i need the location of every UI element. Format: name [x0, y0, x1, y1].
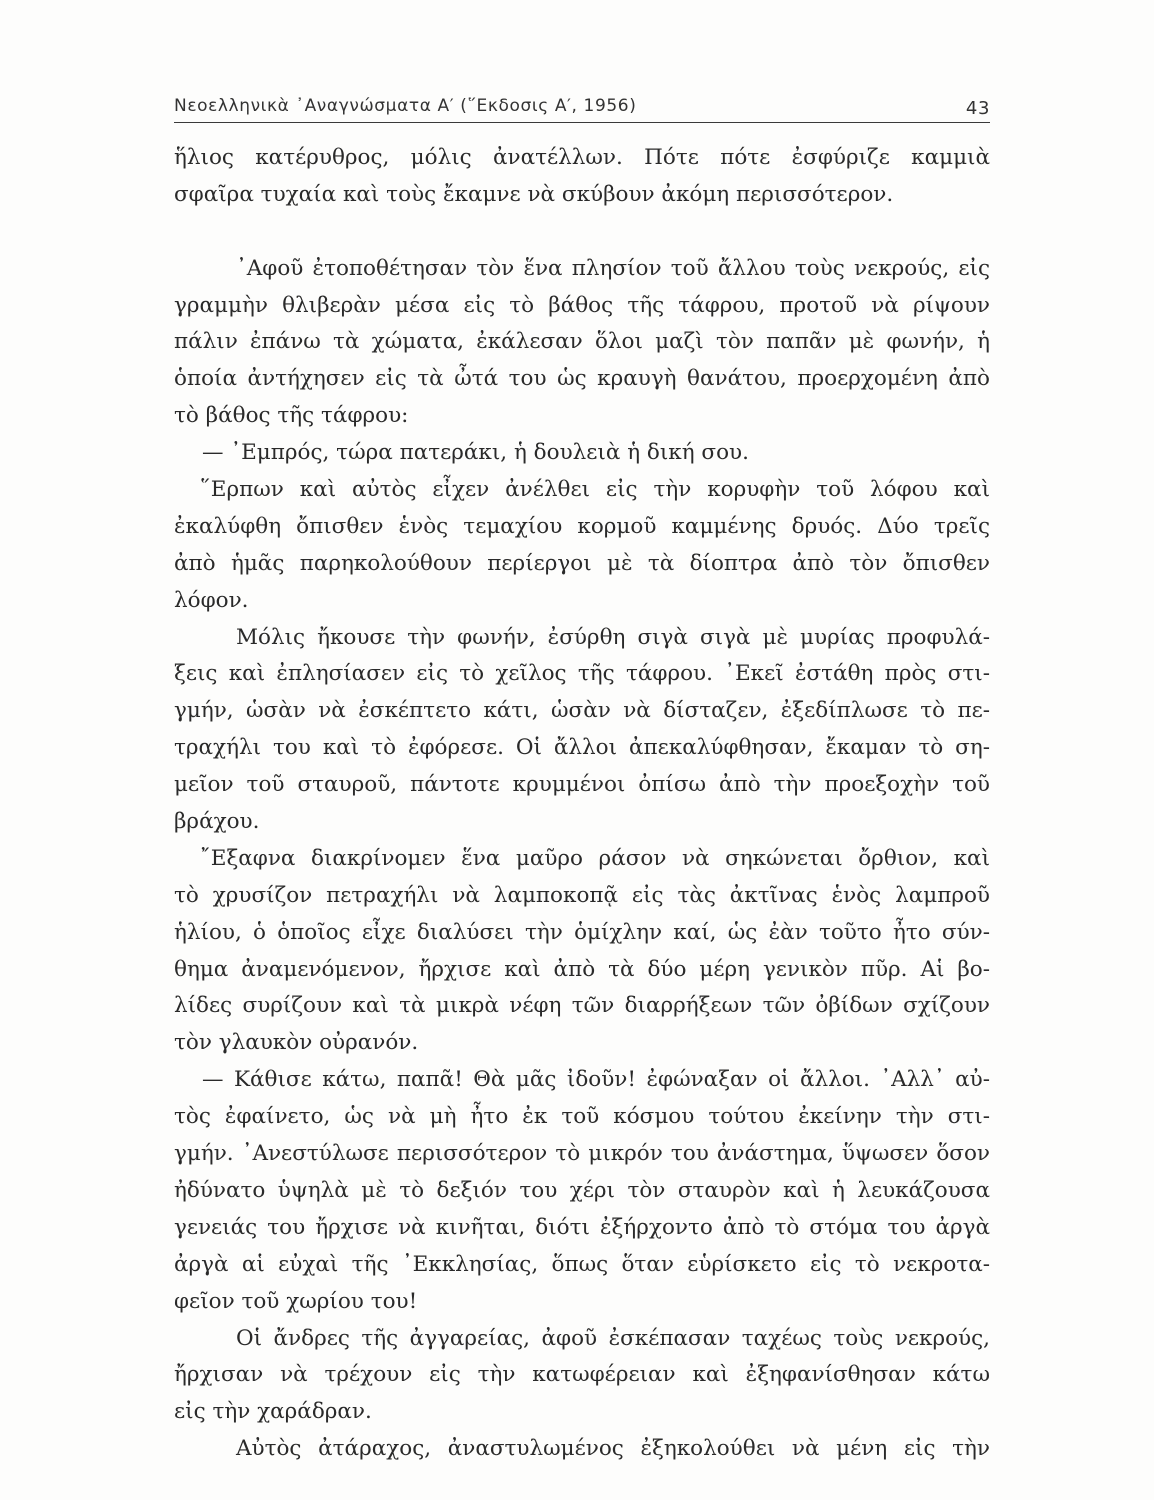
text-line: μεῖον τοῦ σταυροῦ, πάντοτε κρυμμένοι ὀπίσω ἀπὸ τὴν προεξοχὴν τοῦ	[174, 772, 990, 798]
text-line: — Κάθισε κάτω, παπᾶ! Θὰ μᾶς ἰδοῦν! ἐφώναξαν οἱ ἄλλοι. ᾿Αλλ᾿ αὐ-	[202, 1067, 990, 1093]
text-line: γμήν. ᾿Ανεστύλωσε περισσότερον τὸ μικρόν του ἀνάστημα, ὕψωσεν ὅσον	[174, 1141, 990, 1167]
text-line: γραμμὴν θλιβερὰν μέσα εἰς τὸ βάθος τῆς τάφρου, προτοῦ νὰ ρίψουν	[174, 292, 990, 318]
text-line: λίδες συρίζουν καὶ τὰ μικρὰ νέφη τῶν διαρρήξεων τῶν ὀβίδων σχίζουν	[174, 993, 990, 1019]
text-line: πάλιν ἐπάνω τὰ χώματα, ἐκάλεσαν ὅλοι μαζὶ τὸν παπᾶν μὲ φωνήν, ἡ	[174, 329, 990, 355]
text-line: τὸ χρυσίζον πετραχήλι νὰ λαμποκοπᾷ εἰς τὰς ἀκτῖνας ἑνὸς λαμπροῦ	[174, 882, 990, 908]
text-line: ξεις καὶ ἐπλησίασεν εἰς τὸ χεῖλος τῆς τάφρου. ᾿Εκεῖ ἐστάθη πρὸς στι-	[174, 661, 990, 687]
text-line: τὸ βάθος τῆς τάφρου:	[174, 403, 409, 429]
text-line: λόφον.	[174, 587, 249, 613]
text-line: γενειάς του ἤρχισε νὰ κινῆται, διότι ἐξήρχοντο ἀπὸ τὸ στόμα του ἀργὰ	[174, 1214, 990, 1240]
text-line: ὁποία ἀντήχησεν εἰς τὰ ὦτά του ὡς κραυγὴ θανάτου, προερχομένη ἀπὸ	[174, 366, 990, 392]
text-line: Μόλις ἤκουσε τὴν φωνήν, ἐσύρθη σιγὰ σιγὰ μὲ μυρίας προφυλά-	[236, 624, 990, 650]
text-line: ἤρχισαν νὰ τρέχουν εἰς τὴν κατωφέρειαν καὶ ἐξηφανίσθησαν κάτω	[174, 1362, 990, 1388]
running-title: Νεοελληνικὰ ᾿Αναγνώσματα Α′ (῞Εκδοσις Α′, 1956)	[174, 96, 637, 116]
text-line: ἐκαλύφθη ὄπισθεν ἑνὸς τεμαχίου κορμοῦ καμμένης δρυός. Δύο τρεῖς	[174, 513, 990, 539]
text-line: — ᾿Εμπρός, τώρα πατεράκι, ἡ δουλειὰ ἡ δική σου.	[202, 440, 749, 466]
text-line: ἡλίου, ὁ ὁποῖος εἶχε διαλύσει τὴν ὁμίχλην καί, ὡς ἐὰν τοῦτο ἦτο σύν-	[174, 919, 990, 945]
body-text	[174, 140, 990, 1468]
text-line: Οἱ ἄνδρες τῆς ἀγγαρείας, ἀφοῦ ἐσκέπασαν ταχέως τοὺς νεκρούς,	[236, 1325, 990, 1351]
text-line: ἠδύνατο ὑψηλὰ μὲ τὸ δεξιόν του χέρι τὸν σταυρὸν καὶ ἡ λευκάζουσα	[174, 1177, 990, 1203]
text-line: τὸς ἐφαίνετο, ὡς νὰ μὴ ἦτο ἐκ τοῦ κόσμου τούτου ἐκείνην τὴν στι-	[174, 1104, 990, 1130]
text-line: Αὐτὸς ἀτάραχος, ἀναστυλωμένος ἐξηκολούθει νὰ μένη εἰς τὴν	[236, 1436, 990, 1462]
text-line: σφαῖρα τυχαία καὶ τοὺς ἔκαμνε νὰ σκύβουν ἀκόμη περισσότερον.	[174, 181, 894, 207]
text-line: ἥλιος κατέρυθρος, μόλις ἀνατέλλων. Πότε πότε ἐσφύριζε καμμιὰ	[174, 145, 990, 170]
text-line: γμήν, ὡσὰν νὰ ἐσκέπτετο κάτι, ὡσὰν νὰ δίσταζεν, ἐξεδίπλωσε τὸ πε-	[174, 698, 990, 724]
text-line: ἀργὰ αἱ εὐχαὶ τῆς ᾿Εκκλησίας, ὅπως ὅταν εὑρίσκετο εἰς τὸ νεκροτα-	[174, 1251, 990, 1277]
text-line: βράχου.	[174, 809, 260, 835]
page-number: 43	[965, 98, 990, 119]
text-line: τραχήλι του καὶ τὸ ἐφόρεσε. Οἱ ἄλλοι ἀπεκαλύφθησαν, ἔκαμαν τὸ ση-	[174, 735, 990, 761]
text-line: φεῖον τοῦ χωρίου του!	[174, 1288, 418, 1314]
text-line: εἰς τὴν χαράδραν.	[174, 1399, 372, 1425]
text-line: ῎Εξαφνα διακρίνομεν ἕνα μαῦρο ράσον νὰ σηκώνεται ὄρθιον, καὶ	[200, 845, 990, 871]
text-line: τὸν γλαυκὸν οὐρανόν.	[174, 1030, 419, 1056]
text-line: ᾿Αφοῦ ἐτοποθέτησαν τὸν ἕνα πλησίον τοῦ ἄλλου τοὺς νεκρούς, εἰς	[236, 255, 990, 281]
text-line: θημα ἀναμενόμενον, ἤρχισε καὶ ἀπὸ τὰ δύο μέρη γενικὸν πῦρ. Αἱ βο-	[174, 956, 990, 982]
text-line: ῞Ερπων καὶ αὐτὸς εἶχεν ἀνέλθει εἰς τὴν κορυφὴν τοῦ λόφου καὶ	[200, 477, 990, 503]
paragraph-gap	[174, 214, 990, 251]
text-line: ἀπὸ ἡμᾶς παρηκολούθουν περίεργοι μὲ τὰ δίοπτρα ἀπὸ τὸν ὄπισθεν	[174, 550, 990, 576]
page-header	[174, 92, 990, 123]
